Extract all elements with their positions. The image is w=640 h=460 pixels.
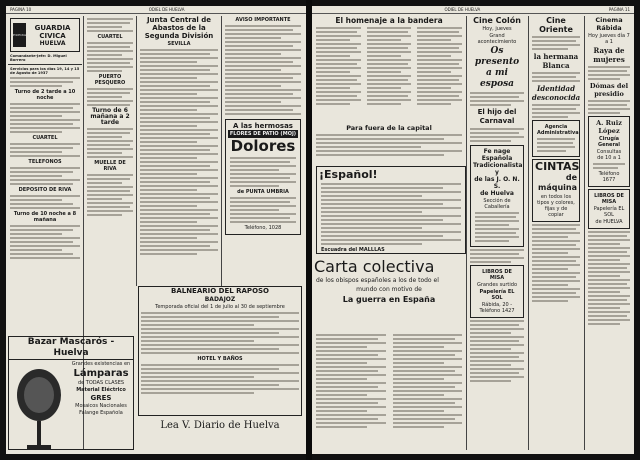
- libreria-line3: Papelería EL SOL: [479, 289, 515, 301]
- admin-title: Agencia Administrativa: [537, 124, 579, 136]
- cine-colon-big2: a mi esposa: [480, 68, 514, 89]
- esp-trad-line1: Fe nage Española: [481, 148, 513, 162]
- esp-trad-line2: Tradicionalista y: [473, 162, 523, 176]
- guardia-subtitle: HUELVA: [39, 39, 66, 47]
- balneario-title: BALNEARIO DEL RAPOSO: [170, 287, 270, 295]
- cine-colon-line1: Hoy, jueves: [482, 26, 512, 32]
- telefonos-label: TELEFONOS: [28, 159, 62, 165]
- cuartel-label: CUARTEL: [32, 135, 58, 141]
- left-page-header: [6, 6, 306, 14]
- espanol-box: [316, 166, 466, 254]
- shield-icon: [13, 23, 26, 47]
- ruiz-line1: Consultas de 10 a 1: [596, 149, 622, 161]
- bazar-line7: Falange Española: [79, 410, 123, 416]
- cine-colon-line2: Grand acontecimiento: [477, 33, 517, 45]
- puerto-label: PUERTO PESQUERO: [94, 74, 126, 86]
- dolores-ad: [225, 119, 301, 235]
- libreria-box: [470, 265, 524, 318]
- balneario-ad: [138, 286, 302, 416]
- dolores-phone: Teléfono, 1028: [244, 225, 282, 231]
- bazar-line6: Mosaicos Nacionales: [75, 403, 127, 409]
- right-page-header: [312, 6, 634, 14]
- right-header-page-number: PAGINA 11: [608, 7, 630, 12]
- cine-colon-big3: El hijo del Carnaval: [477, 108, 517, 125]
- left-page: [6, 6, 306, 454]
- carta-sub3: La guerra en España: [342, 295, 436, 304]
- cintas-big2: de máquina: [538, 173, 577, 192]
- libros-misa-line3: de HUELVA: [595, 219, 623, 225]
- balneario-place: BADAJOZ: [204, 296, 236, 303]
- deposito-label: DEPOSITO DE RIVA: [18, 187, 72, 193]
- bazar-ad: [8, 336, 134, 450]
- lamp-icon: [9, 360, 69, 454]
- cine-oriente-title: Cine Oriente: [539, 16, 573, 34]
- ruiz-box: [588, 116, 630, 187]
- cintas-box: [532, 159, 580, 222]
- cine-colon-title: Cine Colón: [473, 16, 521, 25]
- libreria-line2: Grandes surtido: [476, 282, 518, 288]
- cine-oriente-big2: Identidad desconocida: [531, 84, 581, 102]
- dolores-big: Dolores: [230, 137, 296, 155]
- guardia-title: GUARDIA CIVICA: [34, 23, 71, 40]
- guardia-emblem-text: HUELVA: [13, 33, 27, 37]
- carta-header: [314, 258, 464, 328]
- para-fuera-article: [314, 124, 464, 160]
- turno-label: Turno de 2 tarde a 10 noche: [14, 89, 76, 101]
- bazar-line4: Material Eléctrico: [76, 387, 126, 393]
- left-header-masthead: ODIEL DE HUELVA: [148, 7, 185, 12]
- right-page: [312, 6, 634, 454]
- footer-ad: Lea V. Diario de Huelva: [160, 420, 280, 431]
- cine-colon-column: [468, 16, 526, 450]
- cinema-rabida-big2: Dómas del presidio: [589, 82, 629, 98]
- libreria-line4: Rábida, 20 - Teléfono 1427: [479, 302, 515, 314]
- left-header-page-number: PAGINA 10: [10, 7, 32, 12]
- dolores-line2: FLORES DE PATIO (MOJ): [229, 131, 297, 137]
- dolores-line1: A las hermosas: [233, 122, 293, 130]
- bazar-title: Bazar Mascarós - Huelva: [9, 337, 133, 360]
- libros-misa-line1: LIBROS DE MISA: [594, 193, 624, 205]
- cinema-rabida-title: Cinema Rábida: [595, 16, 623, 32]
- libros-misa-box: [588, 189, 630, 229]
- junta-column: [138, 16, 220, 284]
- ruiz-name: A. Ruiz López: [596, 119, 622, 135]
- homenaje-title: El homenaje a la bandera: [335, 16, 443, 25]
- cinema-rabida-column: [586, 16, 632, 450]
- carta-title: Carta colectiva: [314, 257, 435, 276]
- cinema-rabida-line1: Hoy jueves día 7 a 1: [588, 33, 630, 45]
- espanol-maza: Escuadra del MALLLAS: [321, 247, 385, 253]
- cine-oriente-big1: la hermana Blanca: [533, 52, 579, 70]
- balneario-hotel: HOTEL Y BAÑOS: [197, 356, 243, 362]
- cintas-big1: CINTAS: [535, 160, 580, 173]
- balneario-line: Temporada oficial del 1 de julio al 30 de septiembre: [155, 304, 285, 310]
- carta-sub1: de los obispos españoles a los de todo el: [316, 277, 439, 284]
- bazar-line2: Lámparas: [73, 368, 129, 379]
- esp-trad-line3: de las J. O. N. S.: [474, 176, 520, 190]
- guardia-commander: Comandante-Jefe: D. Miguel Borrero: [10, 54, 67, 62]
- libreria-line1: LIBROS DE MISA: [482, 269, 512, 281]
- para-fuera-title: Para fuera de la capital: [346, 124, 432, 132]
- muelle-label: MUELLE DE RIVA: [94, 160, 126, 172]
- cintas-line: en todos los tipos y colores, fijas y de copiar: [537, 194, 575, 218]
- cine-colon-big1: Os presento: [474, 46, 520, 67]
- carta-body: [314, 332, 464, 450]
- turno-mid-label: Turno de 6 mañana a 2 tarde: [90, 107, 130, 126]
- espanol-title: ¡Español!: [319, 168, 378, 181]
- esp-trad-box: [470, 145, 524, 247]
- junta-sevilla: SEVILLA: [167, 41, 191, 47]
- turno-label-2: Turno de 10 noche a 8 mañana: [13, 211, 77, 223]
- esp-trad-line5: Sección de Caballería: [483, 198, 511, 210]
- cuartel-label-2: CUARTEL: [97, 34, 123, 40]
- esp-trad-line4: de Huelva: [480, 190, 514, 197]
- bazar-line5: GRES: [90, 394, 112, 402]
- bazar-line1: Grandes existencias en: [71, 361, 131, 367]
- guardia-box: [10, 18, 80, 52]
- ruiz-line2: Teléfono 1677: [598, 171, 620, 183]
- service-heading: Servicios para los días 19, 14 y 15 de Agosto de 1937: [10, 67, 80, 75]
- aviso-heading: AVISO IMPORTANTE: [235, 17, 291, 23]
- aviso-column: [223, 16, 303, 284]
- right-header-masthead: ODIEL DE HUELVA: [444, 7, 481, 12]
- ruiz-title: Cirugía General: [598, 136, 620, 148]
- libros-misa-line2: Papelería EL SOL: [593, 206, 625, 218]
- bazar-line3: de TODAS CLASES: [77, 380, 125, 386]
- junta-title: Junta Central de Abastos de la Segunda División: [144, 16, 214, 40]
- cine-oriente-column: [530, 16, 582, 450]
- admin-box: [532, 120, 580, 157]
- dolores-price: de PUNTA UMBRIA: [237, 189, 289, 195]
- carta-sub2: mundo con motivo de: [356, 286, 422, 293]
- cinema-rabida-big1: Raya de mujeres: [593, 46, 625, 64]
- homenaje-article: [314, 16, 464, 126]
